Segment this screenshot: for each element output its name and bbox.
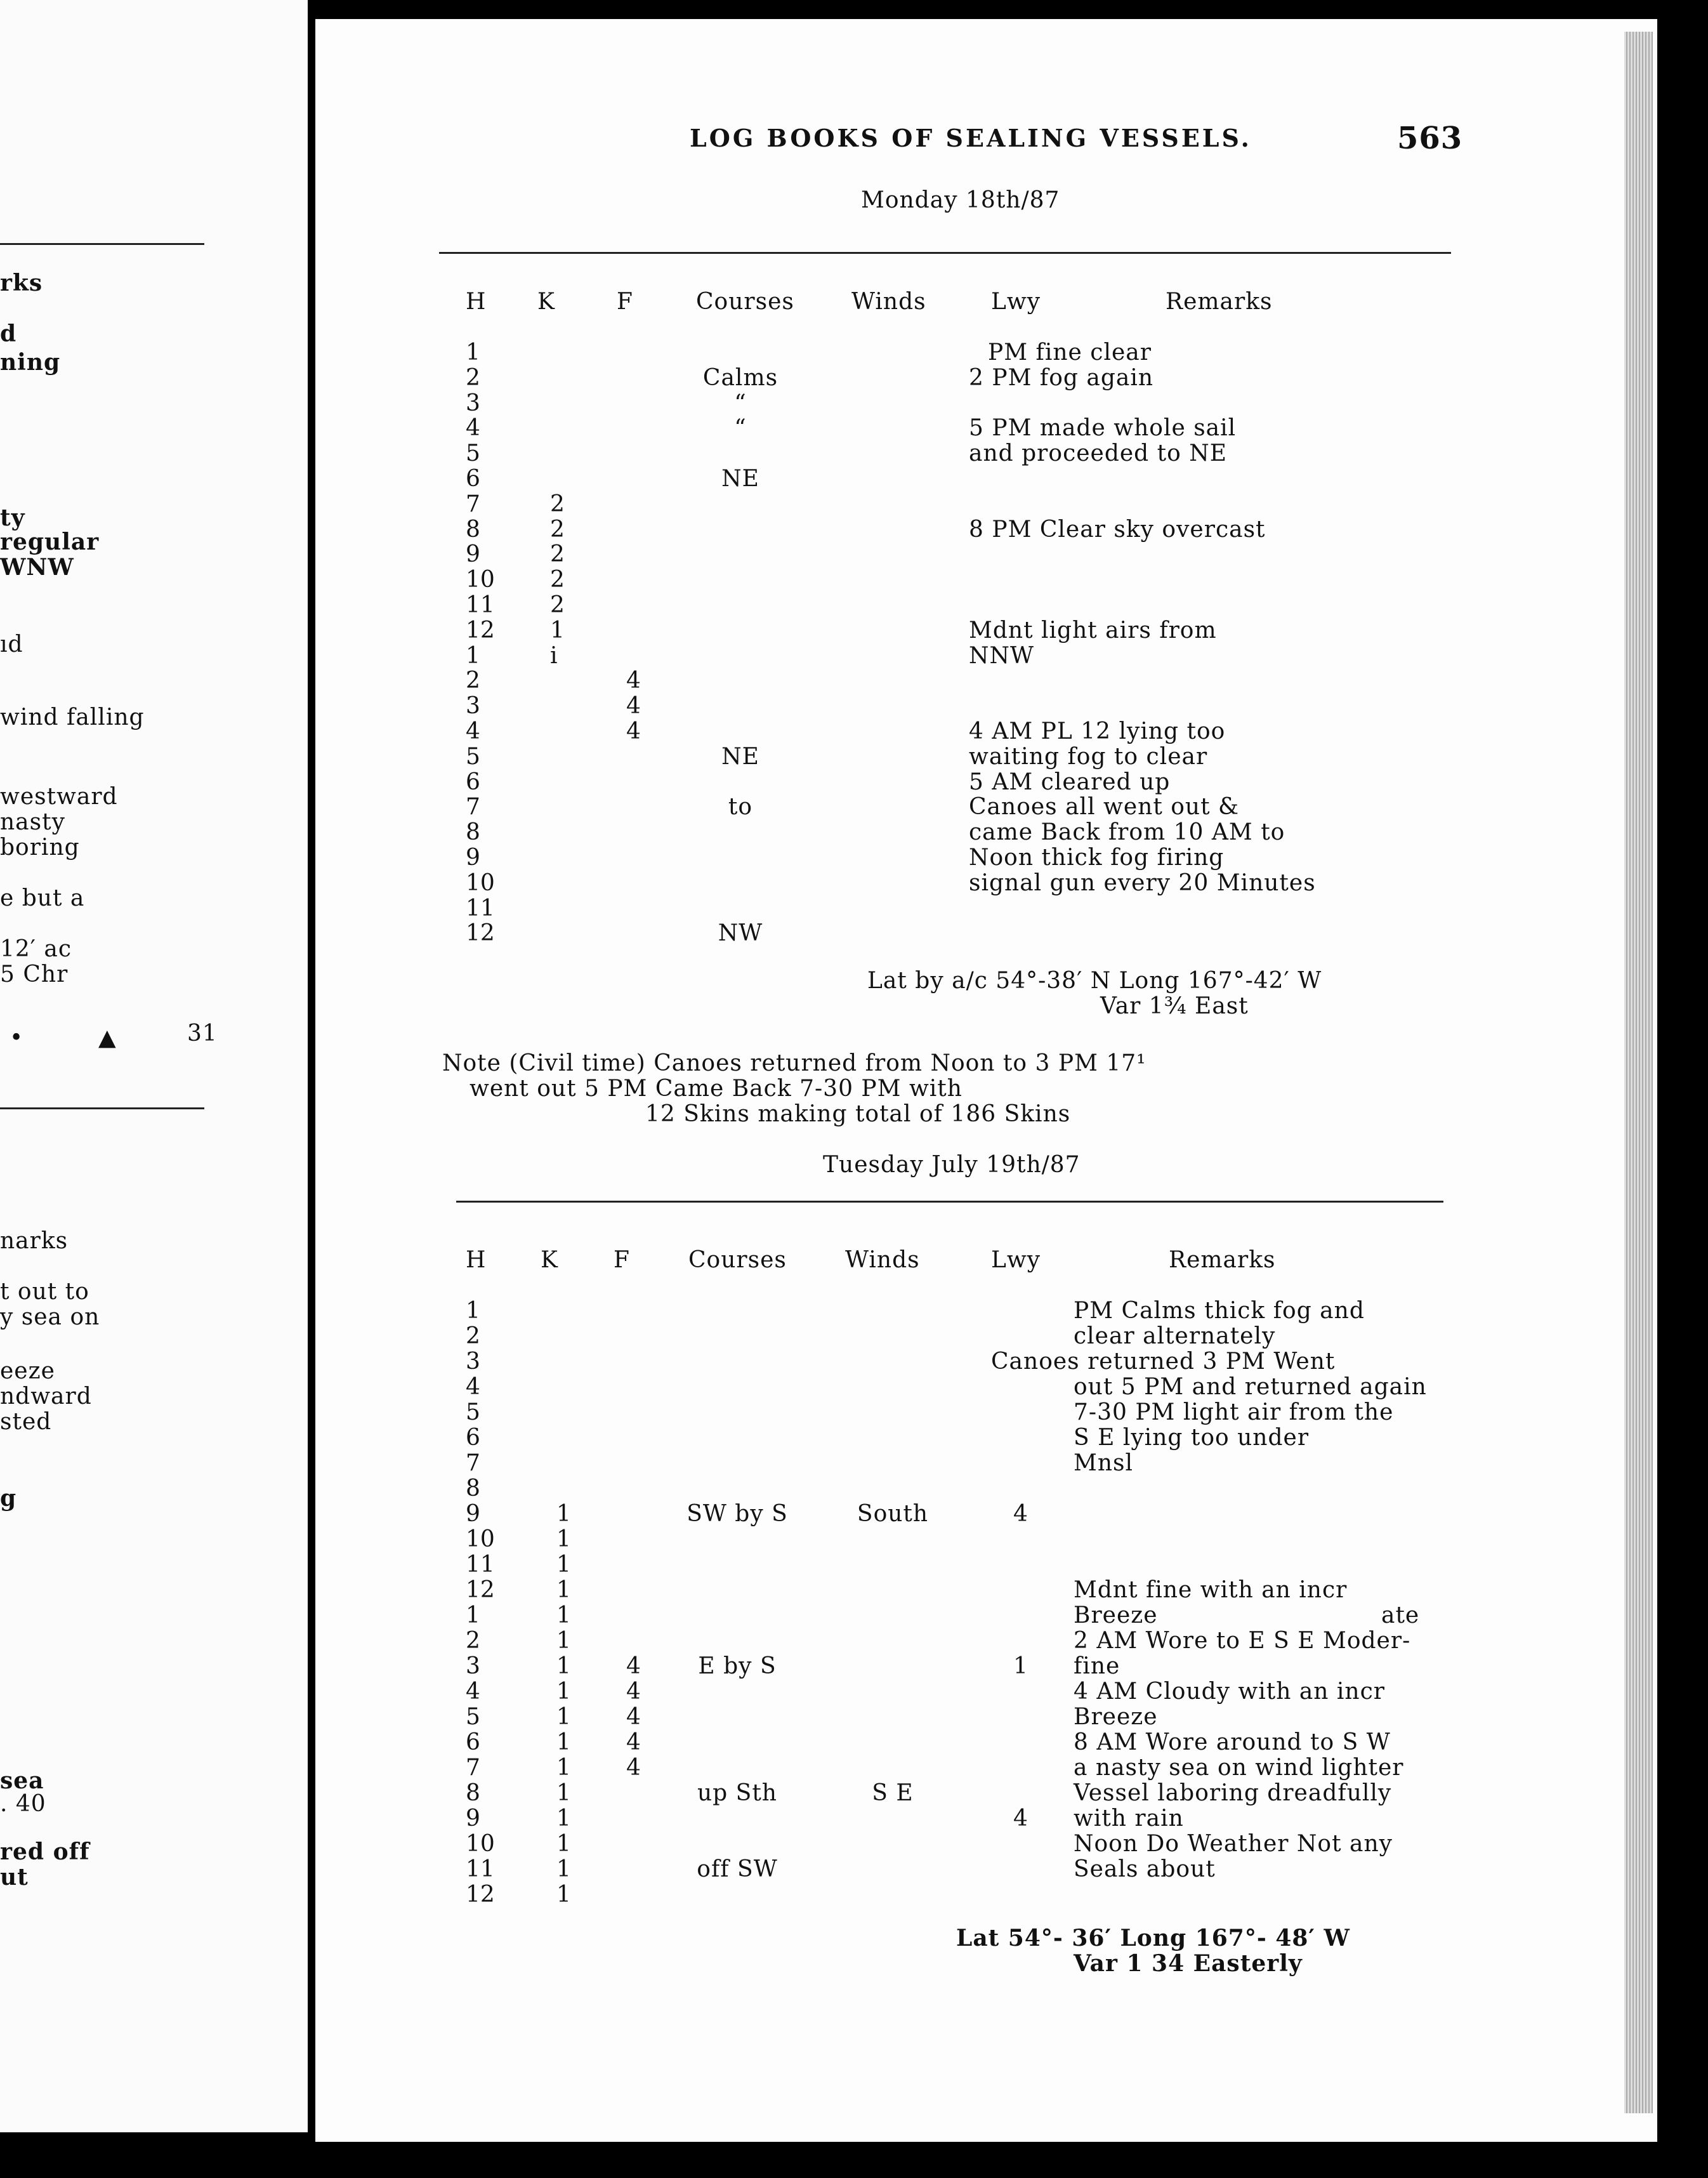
knots-cell: 1 — [556, 1602, 571, 1628]
hour-cell: 9 — [466, 845, 480, 871]
knots-cell: 2 — [550, 516, 565, 543]
column-header-winds: Winds — [851, 289, 926, 315]
remark-line: signal gun every 20 Minutes — [969, 869, 1316, 896]
column-header-h: H — [466, 1247, 487, 1273]
remark-line: Breeze — [1074, 1704, 1158, 1730]
tuesday-position-line2: Var 1 34 Easterly — [1074, 1950, 1303, 1977]
remark-line: with rain — [1074, 1805, 1184, 1832]
tuesday-position-line1: Lat 54°- 36′ Long 167°- 48′ W — [956, 1925, 1350, 1951]
remark-line: NNW — [969, 642, 1035, 669]
remark-line: Canoes returned 3 PM Went — [991, 1349, 1336, 1375]
left-page-fragment: 5 Chr — [0, 961, 69, 987]
left-page-fragment: nasty — [0, 809, 65, 835]
course-cell: “ — [734, 415, 747, 442]
knots-cell: 1 — [556, 1856, 571, 1882]
monday-position-line2: Var 1¾ East — [1100, 993, 1249, 1019]
hour-cell: 11 — [466, 1552, 495, 1578]
left-page-fragment: e but a — [0, 885, 85, 911]
hour-cell: 4 — [466, 1374, 480, 1400]
remark-line: and proceeded to NE — [969, 440, 1228, 467]
remark-line: S E lying too under — [1074, 1425, 1310, 1451]
knots-cell: 2 — [550, 592, 565, 618]
column-header-h: H — [466, 289, 487, 315]
left-footer-caret: ▲ — [98, 1025, 117, 1051]
remark-line: Noon thick fog firing — [969, 845, 1225, 871]
monday-date: Monday 18th/87 — [861, 187, 1060, 213]
column-header-lwy: Lwy — [991, 289, 1041, 315]
fathoms-cell: 4 — [626, 718, 641, 744]
hour-cell: 5 — [466, 743, 480, 770]
hour-cell: 7 — [466, 491, 480, 517]
remark-line: Vessel laboring dreadfully — [1074, 1780, 1392, 1806]
running-head: LOG BOOKS OF SEALING VESSELS. — [690, 124, 1252, 152]
knots-cell: 2 — [550, 491, 565, 517]
left-footer-dot: • — [10, 1025, 24, 1051]
hour-cell: 9 — [466, 1501, 480, 1527]
left-page-fragment: y sea on — [0, 1304, 100, 1330]
remark-line: 4 AM Cloudy with an incr — [1074, 1679, 1385, 1705]
tuesday-date: Tuesday July 19th/87 — [823, 1152, 1081, 1178]
knots-cell: 1 — [556, 1882, 571, 1908]
remark-line: 8 AM Wore around to S W — [1074, 1729, 1391, 1755]
hour-cell: 4 — [466, 718, 480, 744]
right-page — [315, 19, 1657, 2142]
hour-cell: 7 — [466, 794, 480, 821]
knots-cell: 1 — [556, 1628, 571, 1654]
column-header-winds: Winds — [845, 1247, 920, 1273]
column-header-courses: Courses — [696, 289, 794, 315]
knots-cell: i — [550, 642, 558, 669]
left-page — [0, 0, 308, 2132]
hour-cell: 12 — [466, 1882, 495, 1908]
left-page-fragment: . 40 — [0, 1791, 46, 1817]
remark-line: fine — [1074, 1653, 1120, 1679]
hour-cell: 6 — [466, 1425, 480, 1451]
hour-cell: 10 — [466, 567, 495, 593]
knots-cell: 1 — [550, 617, 565, 644]
fathoms-cell: 4 — [626, 1729, 641, 1755]
remark-line: came Back from 10 AM to — [969, 819, 1285, 846]
hour-cell: 5 — [466, 1399, 480, 1425]
hour-cell: 3 — [466, 1653, 480, 1679]
hour-cell: 11 — [466, 895, 495, 921]
fathoms-cell: 4 — [626, 1679, 641, 1705]
remark-line: 2 AM Wore to E S E Moder- — [1074, 1628, 1411, 1654]
monday-position-line1: Lat by a/c 54°-38′ N Long 167°-42′ W — [867, 968, 1322, 994]
remark-line: waiting fog to clear — [969, 743, 1208, 770]
hour-cell: 7 — [466, 1450, 480, 1476]
hour-cell: 10 — [466, 1831, 495, 1857]
left-page-fragment: sea — [0, 1767, 44, 1794]
remark-line: Breeze — [1074, 1602, 1158, 1628]
hour-cell: 4 — [466, 415, 480, 442]
fathoms-cell: 4 — [626, 668, 641, 694]
remark-line: PM fine clear — [988, 340, 1152, 366]
column-header-k: K — [537, 289, 555, 315]
left-page-fragment: red off — [0, 1838, 90, 1865]
remark-line: 4 AM PL 12 lying too — [969, 718, 1226, 744]
hour-cell: 3 — [466, 1349, 480, 1375]
left-page-fragment: wind falling — [0, 704, 145, 730]
hour-cell: 2 — [466, 1628, 480, 1654]
knots-cell: 1 — [556, 1577, 571, 1603]
column-header-k: K — [541, 1247, 558, 1273]
left-page-fragment: 12′ ac — [0, 936, 72, 962]
remark-line: Canoes all went out & — [969, 794, 1240, 821]
leeway-cell: 4 — [1013, 1805, 1028, 1832]
hour-cell: 6 — [466, 466, 480, 492]
hour-cell: 10 — [466, 1526, 495, 1552]
hour-cell: 8 — [466, 1475, 480, 1502]
left-page-fragment: WNW — [0, 554, 74, 581]
remark-line: Mdnt light airs from — [969, 617, 1217, 644]
knots-cell: 1 — [556, 1805, 571, 1832]
course-cell: to — [728, 794, 753, 821]
course-cell: “ — [734, 390, 747, 416]
page-edge — [1624, 32, 1653, 2113]
left-page-fragment: t out to — [0, 1279, 89, 1305]
hour-cell: 12 — [466, 617, 495, 644]
left-page-fragment: ndward — [0, 1383, 92, 1409]
remark-line: Seals about — [1074, 1856, 1216, 1882]
column-header-f: F — [614, 1247, 630, 1273]
fathoms-cell: 4 — [626, 1704, 641, 1730]
left-page-fragment: ning — [0, 349, 61, 376]
remark-line: out 5 PM and returned again — [1074, 1374, 1427, 1400]
left-page-fragment: ıd — [0, 631, 23, 657]
hour-cell: 11 — [466, 1856, 495, 1882]
left-page-fragment: sted — [0, 1409, 52, 1435]
monday-rule — [439, 252, 1451, 254]
fathoms-cell: 4 — [626, 1653, 641, 1679]
knots-cell: 1 — [556, 1526, 571, 1552]
left-page-fragment: rks — [0, 270, 43, 296]
remark-line: clear alternately — [1074, 1323, 1276, 1349]
leeway-cell: 1 — [1013, 1653, 1028, 1679]
fathoms-cell: 4 — [626, 693, 641, 720]
hour-cell: 1 — [466, 1602, 480, 1628]
remark-line: 5 PM made whole sail — [969, 415, 1237, 442]
remark-line: Mdnt fine with an incr — [1074, 1577, 1348, 1603]
left-page-fragment: regular — [0, 529, 100, 555]
monday-note-line1: Note (Civil time) Canoes returned from Noon to 3 PM 17¹ — [442, 1050, 1146, 1076]
knots-cell: 1 — [556, 1704, 571, 1730]
wind-cell: S E — [872, 1780, 914, 1806]
left-page-fragment: boring — [0, 835, 80, 861]
knots-cell: 1 — [556, 1780, 571, 1806]
fathoms-cell: 4 — [626, 1755, 641, 1781]
hour-cell: 12 — [466, 920, 495, 947]
course-cell: E by S — [698, 1653, 777, 1679]
knots-cell: 1 — [556, 1679, 571, 1705]
course-cell: SW by S — [686, 1501, 788, 1527]
hour-cell: 1 — [466, 1298, 480, 1324]
wind-cell: South — [857, 1501, 929, 1527]
hour-cell: 1 — [466, 642, 480, 669]
hour-cell: 5 — [466, 440, 480, 467]
hour-cell: 10 — [466, 869, 495, 896]
remark-line: Noon Do Weather Not any — [1074, 1831, 1393, 1857]
hour-cell: 7 — [466, 1755, 480, 1781]
remark-line: 8 PM Clear sky overcast — [969, 516, 1266, 543]
hour-cell: 8 — [466, 516, 480, 543]
left-rule-top — [0, 243, 204, 245]
knots-cell: 1 — [556, 1653, 571, 1679]
left-page-fragment: ut — [0, 1864, 29, 1891]
hour-cell: 2 — [466, 1323, 480, 1349]
knots-cell: 1 — [556, 1552, 571, 1578]
remark-line: PM Calms thick fog and — [1074, 1298, 1365, 1324]
left-page-fragment: westward — [0, 784, 118, 810]
hour-cell: 9 — [466, 1805, 480, 1832]
remark-line: 2 PM fog again — [969, 364, 1154, 391]
column-header-courses: Courses — [688, 1247, 787, 1273]
hour-cell: 11 — [466, 592, 495, 618]
hour-cell: 8 — [466, 1780, 480, 1806]
column-header-lwy: Lwy — [991, 1247, 1041, 1273]
hour-cell: 2 — [466, 364, 480, 391]
leeway-cell: 4 — [1013, 1501, 1028, 1527]
remark-line: Mnsl — [1074, 1450, 1134, 1476]
hour-cell: 9 — [466, 541, 480, 568]
knots-cell: 1 — [556, 1755, 571, 1781]
left-page-fragment: narks — [0, 1228, 69, 1254]
column-header-remarks: Remarks — [1166, 289, 1273, 315]
remark-line: 5 AM cleared up — [969, 769, 1171, 795]
monday-note-line2: went out 5 PM Came Back 7-30 PM with — [470, 1076, 962, 1102]
remark-line: 7-30 PM light air from the — [1074, 1399, 1394, 1425]
hour-cell: 3 — [466, 693, 480, 720]
hour-cell: 5 — [466, 1704, 480, 1730]
knots-cell: 2 — [550, 567, 565, 593]
left-rule-bottom — [0, 1107, 204, 1109]
hour-cell: 8 — [466, 819, 480, 846]
hour-cell: 2 — [466, 668, 480, 694]
course-cell: NE — [721, 743, 759, 770]
page-number: 563 — [1397, 121, 1463, 156]
knots-cell: 1 — [556, 1831, 571, 1857]
knots-cell: 1 — [556, 1729, 571, 1755]
column-header-f: F — [617, 289, 633, 315]
remark-fragment: ate — [1381, 1602, 1420, 1628]
course-cell: NE — [721, 466, 759, 492]
course-cell: NW — [718, 920, 763, 947]
left-page-fragment: g — [0, 1485, 17, 1512]
hour-cell: 12 — [466, 1577, 495, 1603]
course-cell: up Sth — [697, 1780, 777, 1806]
knots-cell: 2 — [550, 541, 565, 568]
left-page-fragment: ty — [0, 505, 25, 531]
remark-line: a nasty sea on wind lighter — [1074, 1755, 1404, 1781]
left-page-fragment: d — [0, 320, 17, 347]
tuesday-rule — [456, 1201, 1443, 1203]
hour-cell: 6 — [466, 1729, 480, 1755]
monday-note-line3: 12 Skins making total of 186 Skins — [645, 1101, 1071, 1127]
left-page-fragment: eeze — [0, 1358, 55, 1384]
left-footer-number: 31 — [187, 1020, 218, 1046]
course-cell: Calms — [702, 364, 778, 391]
hour-cell: 4 — [466, 1679, 480, 1705]
hour-cell: 6 — [466, 769, 480, 795]
hour-cell: 1 — [466, 340, 480, 366]
knots-cell: 1 — [556, 1501, 571, 1527]
column-header-remarks: Remarks — [1169, 1247, 1276, 1273]
course-cell: off SW — [697, 1856, 778, 1882]
hour-cell: 3 — [466, 390, 480, 416]
